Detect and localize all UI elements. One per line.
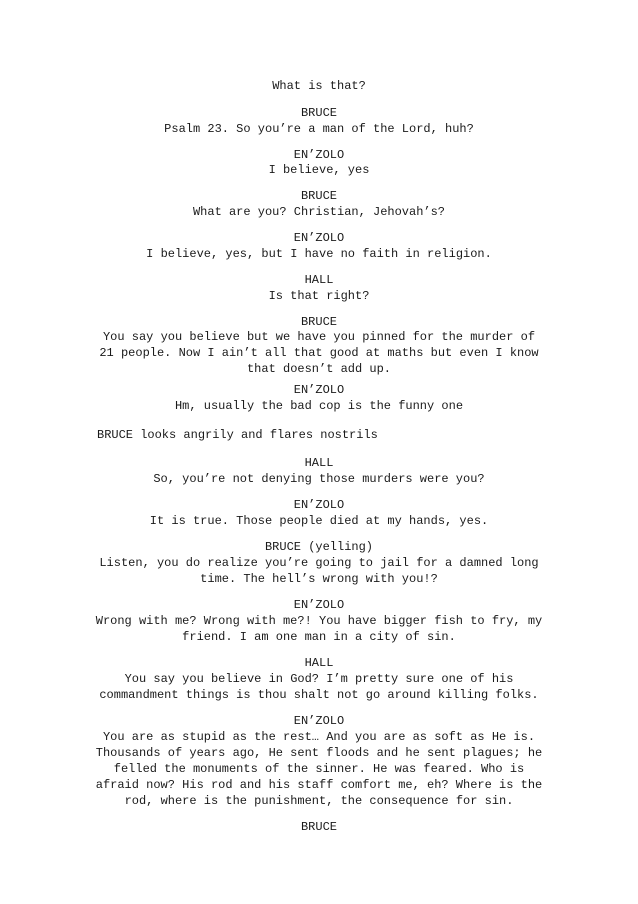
dialogue-line: Thousands of years ago, He sent floods and he sent plagues; he xyxy=(95,746,543,760)
dialogue-line: Psalm 23. So you’re a man of the Lord, huh? xyxy=(164,122,474,136)
dialogue-line: You say you believe but we have you pinned for the murder of xyxy=(102,330,536,344)
dialogue-line: Wrong with me? Wrong with me?! You have bigger fish to fry, my xyxy=(95,614,543,628)
dialogue-line: Hm, usually the bad cop is the funny one xyxy=(174,399,464,413)
dialogue-line: You say you believe in God? I’m pretty sure one of his xyxy=(124,672,514,686)
dialogue-line: commandment things is thou shalt not go around killing folks. xyxy=(99,688,539,702)
character-name: BRUCE xyxy=(300,820,337,834)
character-name: EN’ZOLO xyxy=(293,231,345,245)
character-name: EN’ZOLO xyxy=(293,383,345,397)
dialogue-line: Listen, you do realize you’re going to jail for a damned long xyxy=(99,556,539,570)
action-line: BRUCE looks angrily and flares nostrils xyxy=(97,428,378,442)
dialogue-line: What are you? Christian, Jehovah’s? xyxy=(192,205,446,219)
character-name: BRUCE (yelling) xyxy=(264,540,374,554)
dialogue-line: that doesn’t add up. xyxy=(246,362,392,376)
character-name: BRUCE xyxy=(300,106,337,120)
dialogue-line: You are as stupid as the rest… And you are as soft as He is. xyxy=(102,730,536,744)
character-name: BRUCE xyxy=(300,189,337,203)
dialogue-line: I believe, yes, but I have no faith in religion. xyxy=(146,247,492,261)
dialogue-line: felled the monuments of the sinner. He was feared. Who is xyxy=(113,762,525,776)
character-name: BRUCE xyxy=(300,315,337,329)
dialogue-line: What is that? xyxy=(272,79,366,93)
dialogue-line: It is true. Those people died at my hands, yes. xyxy=(149,514,489,528)
character-name: EN’ZOLO xyxy=(293,714,345,728)
dialogue-line: friend. I am one man in a city of sin. xyxy=(182,630,456,644)
character-name: HALL xyxy=(304,456,334,470)
dialogue-line: rod, where is the punishment, the consequence for sin. xyxy=(124,794,514,808)
dialogue-line: 21 people. Now I ain’t all that good at maths but even I know xyxy=(99,346,539,360)
dialogue-line: time. The hell’s wrong with you!? xyxy=(200,572,438,586)
dialogue-line: afraid now? His rod and his staff comfort me, eh? Where is the xyxy=(95,778,543,792)
character-name: EN’ZOLO xyxy=(293,598,345,612)
character-name: HALL xyxy=(304,656,334,670)
character-name: EN’ZOLO xyxy=(293,498,345,512)
character-name: EN’ZOLO xyxy=(293,148,345,162)
character-name: HALL xyxy=(304,273,334,287)
dialogue-line: I believe, yes xyxy=(268,163,370,177)
dialogue-line: So, you’re not denying those murders were you? xyxy=(153,472,485,486)
dialogue-line: Is that right? xyxy=(268,289,370,303)
